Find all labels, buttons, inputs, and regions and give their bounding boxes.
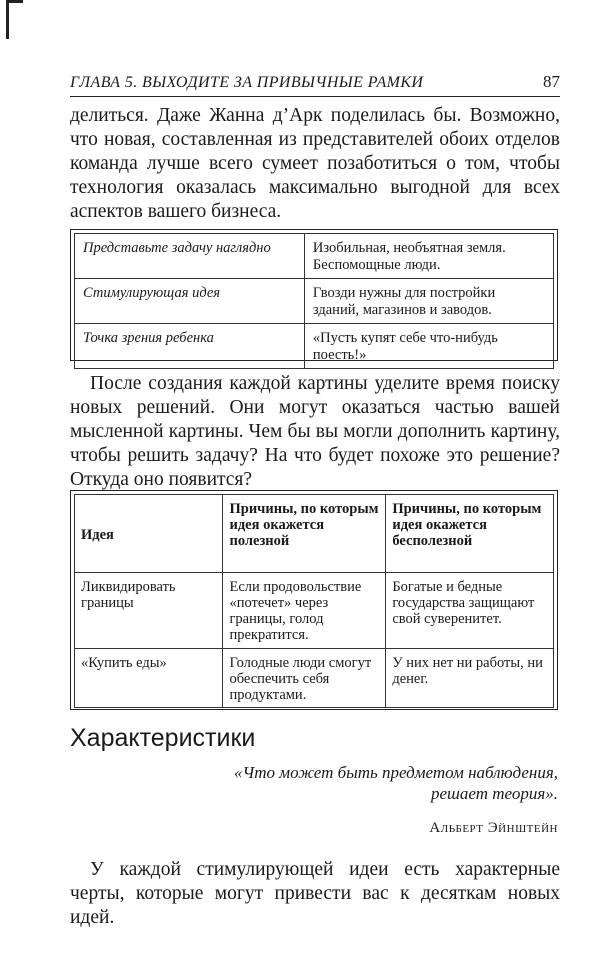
table-header-cell: Причины, по которым идея окажется полезной: [223, 495, 386, 573]
table-cell: Стимулирующая идея: [75, 279, 305, 324]
page-corner-mark: [6, 0, 23, 39]
section-title: Характеристики: [70, 724, 256, 752]
table-header-row: [75, 495, 554, 573]
table-cell: «Купить еды»: [75, 649, 223, 708]
table-cell: Голодные люди смогут обеспечить себя продуктами.: [223, 649, 386, 708]
paragraph-intro: делиться. Даже Жанна д’Арк поделилась бы. Возможно, что новая, составленная из представителей обоих отделов команда лучше всего сумеет позаботиться о том, чтобы технология оказалась максимально выгодной для всех аспектов вашего бизнеса.: [70, 105, 560, 222]
table-cell: Представьте задачу наглядно: [75, 234, 305, 279]
table-cell: Если продовольствие «потечет» через границы, голод прекратится.: [223, 573, 386, 649]
table-cell: «Пусть купят себе что-нибудь поесть!»: [304, 324, 553, 369]
table-header-cell: Идея: [75, 495, 223, 573]
table-cell: Богатые и бедные государства защищают свой суверенитет.: [386, 573, 554, 649]
table-header-cell: Причины, по которым идея окажется бесполезной: [386, 495, 554, 573]
table-cell: У них нет ни работы, ни денег.: [386, 649, 554, 708]
page-number: 87: [543, 72, 560, 91]
table-cell: Гвозди нужны для постройки зданий, магазинов и заводов.: [304, 279, 553, 324]
quote-line: решает теория».: [431, 784, 558, 803]
table-row: [75, 573, 554, 649]
paragraph-characteristics: У каждой стимулирующей идеи есть характерные черты, которые могут привести вас к десяткам новых идей.: [70, 859, 560, 928]
ideas-table: [70, 490, 558, 710]
epigraph-quote: [138, 762, 558, 804]
table-row: [75, 279, 554, 324]
table-cell: Точка зрения ребенка: [75, 324, 305, 369]
chapter-title: ГЛАВА 5. ВЫХОДИТЕ ЗА ПРИВЫЧНЫЕ РАМКИ: [70, 74, 424, 91]
table-row: [75, 324, 554, 369]
running-header: [70, 72, 560, 97]
table-row: [75, 234, 554, 279]
quote-line: «Что может быть предметом наблюдения,: [234, 763, 558, 782]
table-row: [75, 649, 554, 708]
table-cell: Изобильная, необъятная земля. Беспомощные люди.: [304, 234, 553, 279]
paragraph-solutions: После создания каждой картины уделите время поиску новых решений. Они могут оказаться частью вашей мысленной картины. Чем бы вы могли дополнить картину, чтобы решить задачу? На что будет похоже это решение? Откуда оно появится?: [70, 373, 560, 490]
stimulus-table: [70, 229, 558, 361]
table-cell: Ликвидировать границы: [75, 573, 223, 649]
quote-author: Альберт Эйнштейн: [429, 820, 558, 836]
